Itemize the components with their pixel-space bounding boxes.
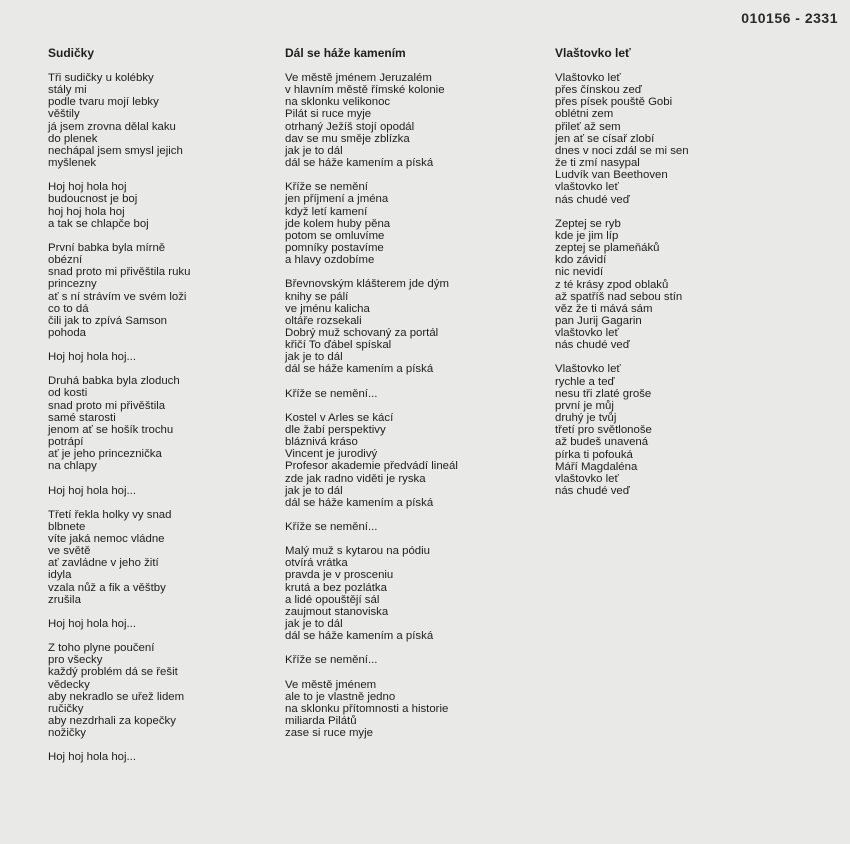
lyric-line: první je můj — [555, 399, 614, 412]
lyric-line: Hoj hoj hola hoj... — [48, 484, 137, 497]
lyric-line: ať je jeho princeznička — [48, 448, 162, 461]
lyric-line: Tři sudičky u kolébky — [48, 72, 154, 84]
lyric-line: Ve městě jménem Jeruzalém — [285, 72, 432, 84]
stanza — [48, 242, 263, 339]
lyric-line: věz že ti mává sám — [555, 302, 653, 315]
lyric-line: otvírá vrátka — [285, 557, 348, 570]
lyric-line: idyla — [48, 569, 72, 582]
lyric-line: vlaštovko leť — [555, 181, 619, 194]
lyric-line: obézní — [48, 254, 83, 267]
lyric-line: Kostel v Arles se kácí — [285, 411, 394, 424]
lyric-line: Kříže se nemění... — [285, 654, 378, 667]
lyric-line: princezny — [48, 278, 97, 291]
lyrics-column-sudicky — [48, 46, 263, 776]
lyric-line: pro všecky — [48, 654, 103, 667]
lyric-line: každý problém dá se řešit — [48, 666, 178, 679]
lyric-line: kde je jim líp — [555, 229, 619, 242]
lyric-line: Profesor akademie předvádí lineál — [285, 460, 458, 473]
lyric-line: potom se omluvíme — [285, 229, 385, 242]
lyric-line: miliarda Pilátů — [285, 715, 357, 728]
lyric-line: potrápí — [48, 436, 84, 449]
lyric-line: myšlenek — [48, 157, 97, 170]
lyric-line: až spatříš nad sebou stín — [555, 290, 683, 303]
lyric-line: jak je to dál — [285, 144, 343, 157]
lyric-line: pan Jurij Gagarin — [555, 314, 642, 327]
stanza — [48, 618, 263, 630]
lyric-line: pomníky postavíme — [285, 242, 384, 255]
lyric-line: otrhaný Ježíš stojí opodál — [285, 120, 415, 133]
lyric-line: První babka byla mírně — [48, 241, 166, 254]
lyric-line: jde kolem huby pěna — [285, 217, 391, 230]
stanza — [555, 363, 805, 497]
lyric-line: Hoj hoj hola hoj... — [48, 751, 137, 764]
lyric-line: podle tvaru mojí lebky — [48, 96, 159, 109]
stanza — [48, 509, 263, 606]
song-title: Sudičky — [48, 46, 95, 60]
stanza — [48, 181, 263, 230]
stanza — [48, 375, 263, 472]
lyric-line: Pilát si ruce myje — [285, 108, 372, 121]
lyric-line: přileť až sem — [555, 120, 621, 133]
stanza — [285, 545, 530, 642]
lyric-line: já jsem zrovna dělal kaku — [48, 120, 176, 133]
lyric-line: Z toho plyne poučení — [48, 642, 155, 655]
lyric-line: nožičky — [48, 727, 86, 740]
lyric-line: aby nekradlo se uřež lidem — [48, 690, 185, 703]
lyric-line: Třetí řekla holky vy snad — [48, 508, 172, 521]
lyric-line: vědecky — [48, 678, 90, 691]
lyric-line: Hoj hoj hola hoj — [48, 181, 127, 194]
lyric-line: na chlapy — [48, 460, 97, 473]
lyric-line: zaujmout stanoviska — [285, 605, 389, 618]
lyric-line: bláznivá kráso — [285, 436, 358, 449]
stanza — [285, 654, 530, 666]
lyrics-column-dal-se-haze-kamenim — [285, 46, 530, 751]
lyric-line: ve jménu kalicha — [285, 302, 370, 315]
lyric-line: čili jak to zpívá Samson — [48, 314, 168, 327]
lyric-line: z té krásy zpod oblaků — [555, 278, 669, 291]
lyric-line: budoucnost je boj — [48, 193, 138, 206]
lyric-line: v hlavním městě římské kolonie — [285, 84, 445, 97]
lyric-line: jak je to dál — [285, 484, 343, 497]
stanza — [285, 72, 530, 169]
lyric-line: Hoj hoj hola hoj... — [48, 351, 137, 364]
lyric-line: pírka ti pofouká — [555, 448, 633, 461]
lyric-line: jen příjmení a jména — [285, 193, 389, 206]
lyric-line: až budeš unavená — [555, 436, 649, 449]
lyric-line: druhý je tvůj — [555, 412, 617, 425]
lyric-line: vlaštovko leť — [555, 472, 619, 485]
lyric-line: stály mi — [48, 84, 87, 97]
lyric-line: ale to je vlastně jedno — [285, 690, 396, 703]
lyric-line: dál se háže kamením a píská — [285, 496, 434, 509]
lyric-line: samé starosti — [48, 411, 116, 424]
lyric-line: vzala nůž a fik a věštby — [48, 581, 166, 594]
lyric-line: pohoda — [48, 326, 87, 339]
lyric-line: a lidé opouštějí sál — [285, 593, 380, 606]
catalog-number: 010156 - 2331 — [741, 10, 838, 26]
lyric-line: dav se mu směje zblízka — [285, 132, 410, 145]
lyric-line: Kříže se nemění... — [285, 387, 378, 400]
lyric-line: dál se háže kamením a píská — [285, 630, 434, 643]
stanza — [48, 751, 263, 763]
lyric-line: hoj hoj hola hoj — [48, 205, 125, 218]
lyric-line: Kříže se nemění — [285, 181, 368, 194]
lyric-line: nás chudé veď — [555, 193, 630, 206]
lyric-line: nic nevidí — [555, 266, 604, 279]
lyric-line: dnes v noci zdál se mi sen — [555, 144, 689, 157]
lyric-line: oblétni zem — [555, 108, 614, 121]
lyric-line: nechápal jsem smysl jejich — [48, 144, 183, 157]
lyric-line: krutá a bez pozlátka — [285, 581, 387, 594]
lyric-line: nás chudé veď — [555, 339, 630, 352]
stanza — [285, 181, 530, 266]
lyric-line: zde jak radno viděti je ryska — [285, 472, 426, 485]
lyric-line: Máří Magdaléna — [555, 460, 638, 473]
lyric-line: jen ať se císař zlobí — [555, 132, 655, 145]
lyric-line: dál se háže kamením a píská — [285, 157, 434, 170]
lyric-line: víte jaká nemoc vládne — [48, 533, 165, 545]
lyric-line: přes čínskou zeď — [555, 84, 642, 97]
lyric-line: ať s ní strávím ve svém loži — [48, 290, 187, 303]
lyric-line: Malý muž s kytarou na pódiu — [285, 545, 430, 558]
lyric-line: zase si ruce myje — [285, 727, 373, 740]
lyric-line: zrušila — [48, 593, 81, 606]
lyric-line: snad proto mi přivěštila ruku — [48, 266, 191, 279]
lyric-line: ať zavládne v jeho žití — [48, 557, 159, 570]
stanza — [285, 679, 530, 740]
lyric-line: jenom ať se hošík trochu — [48, 423, 174, 436]
lyric-line: na sklonku přítomnosti a historie — [285, 702, 449, 715]
song-title: Vlaštovko leť — [555, 46, 631, 60]
stanza — [555, 218, 805, 352]
lyric-line: nesu tři zlaté groše — [555, 387, 652, 400]
stanza — [48, 72, 263, 169]
lyric-line: křičí To ďábel spískal — [285, 339, 392, 352]
stanza — [285, 278, 530, 375]
lyric-line: oltáře rozsekali — [285, 314, 362, 327]
lyric-line: že ti zmí nasypal — [555, 157, 640, 170]
lyric-line: Hoj hoj hola hoj... — [48, 617, 137, 630]
song-title: Dál se háže kamením — [285, 46, 406, 60]
lyric-line: do plenek — [48, 132, 98, 145]
lyric-line: Vincent je jurodivý — [285, 448, 378, 461]
lyric-line: nás chudé veď — [555, 485, 630, 497]
lyric-line: Dobrý muž schovaný za portál — [285, 326, 439, 339]
lyric-line: na sklonku velikonoc — [285, 96, 391, 109]
lyric-line: dál se háže kamením a píská — [285, 363, 434, 376]
lyric-line: knihy se pálí — [285, 290, 349, 303]
lyric-line: přes písek pouště Gobi — [555, 96, 673, 109]
stanza — [285, 521, 530, 533]
lyric-line: blbnete — [48, 520, 86, 533]
lyric-line: vlaštovko leť — [555, 327, 619, 340]
lyric-line: co to dá — [48, 302, 89, 315]
lyric-line: snad proto mi přivěštila — [48, 399, 166, 412]
lyric-line: a tak se chlapče boj — [48, 217, 149, 230]
lyric-line: Zeptej se ryb — [555, 217, 621, 230]
stanza — [555, 72, 805, 206]
lyric-line: Vlaštovko leť — [555, 363, 621, 376]
lyric-line: zeptej se plameňáků — [555, 242, 660, 255]
lyric-line: jak je to dál — [285, 618, 343, 631]
stanza — [48, 351, 263, 363]
stanza — [48, 642, 263, 739]
lyric-line: ručičky — [48, 702, 84, 715]
stanza — [48, 485, 263, 497]
lyric-line: Vlaštovko leť — [555, 72, 621, 84]
lyric-line: od kosti — [48, 387, 88, 400]
lyrics-column-vlastovko-let — [555, 46, 805, 509]
lyric-line: rychle a teď — [555, 375, 615, 388]
lyric-line: pravda je v prosceniu — [285, 569, 394, 582]
lyric-line: jak je to dál — [285, 351, 343, 364]
lyric-line: třetí pro světlonoše — [555, 424, 652, 437]
lyric-line: Kříže se nemění... — [285, 521, 378, 533]
lyric-line: věštily — [48, 108, 80, 121]
lyric-line: když letí kamení — [285, 205, 368, 218]
lyric-line: Druhá babka byla zloduch — [48, 375, 180, 388]
lyric-line: kdo závidí — [555, 254, 607, 267]
lyric-line: ve světě — [48, 545, 91, 558]
lyric-line: Břevnovským klášterem jde dým — [285, 278, 449, 291]
lyric-line: dle žabí perspektivy — [285, 423, 386, 436]
stanza — [285, 412, 530, 509]
stanza — [285, 388, 530, 400]
lyric-line: aby nezdrhali za kopečky — [48, 715, 176, 728]
lyric-line: Ludvík van Beethoven — [555, 169, 668, 182]
lyric-line: a hlavy ozdobíme — [285, 254, 375, 267]
lyric-line: Ve městě jménem — [285, 678, 377, 691]
